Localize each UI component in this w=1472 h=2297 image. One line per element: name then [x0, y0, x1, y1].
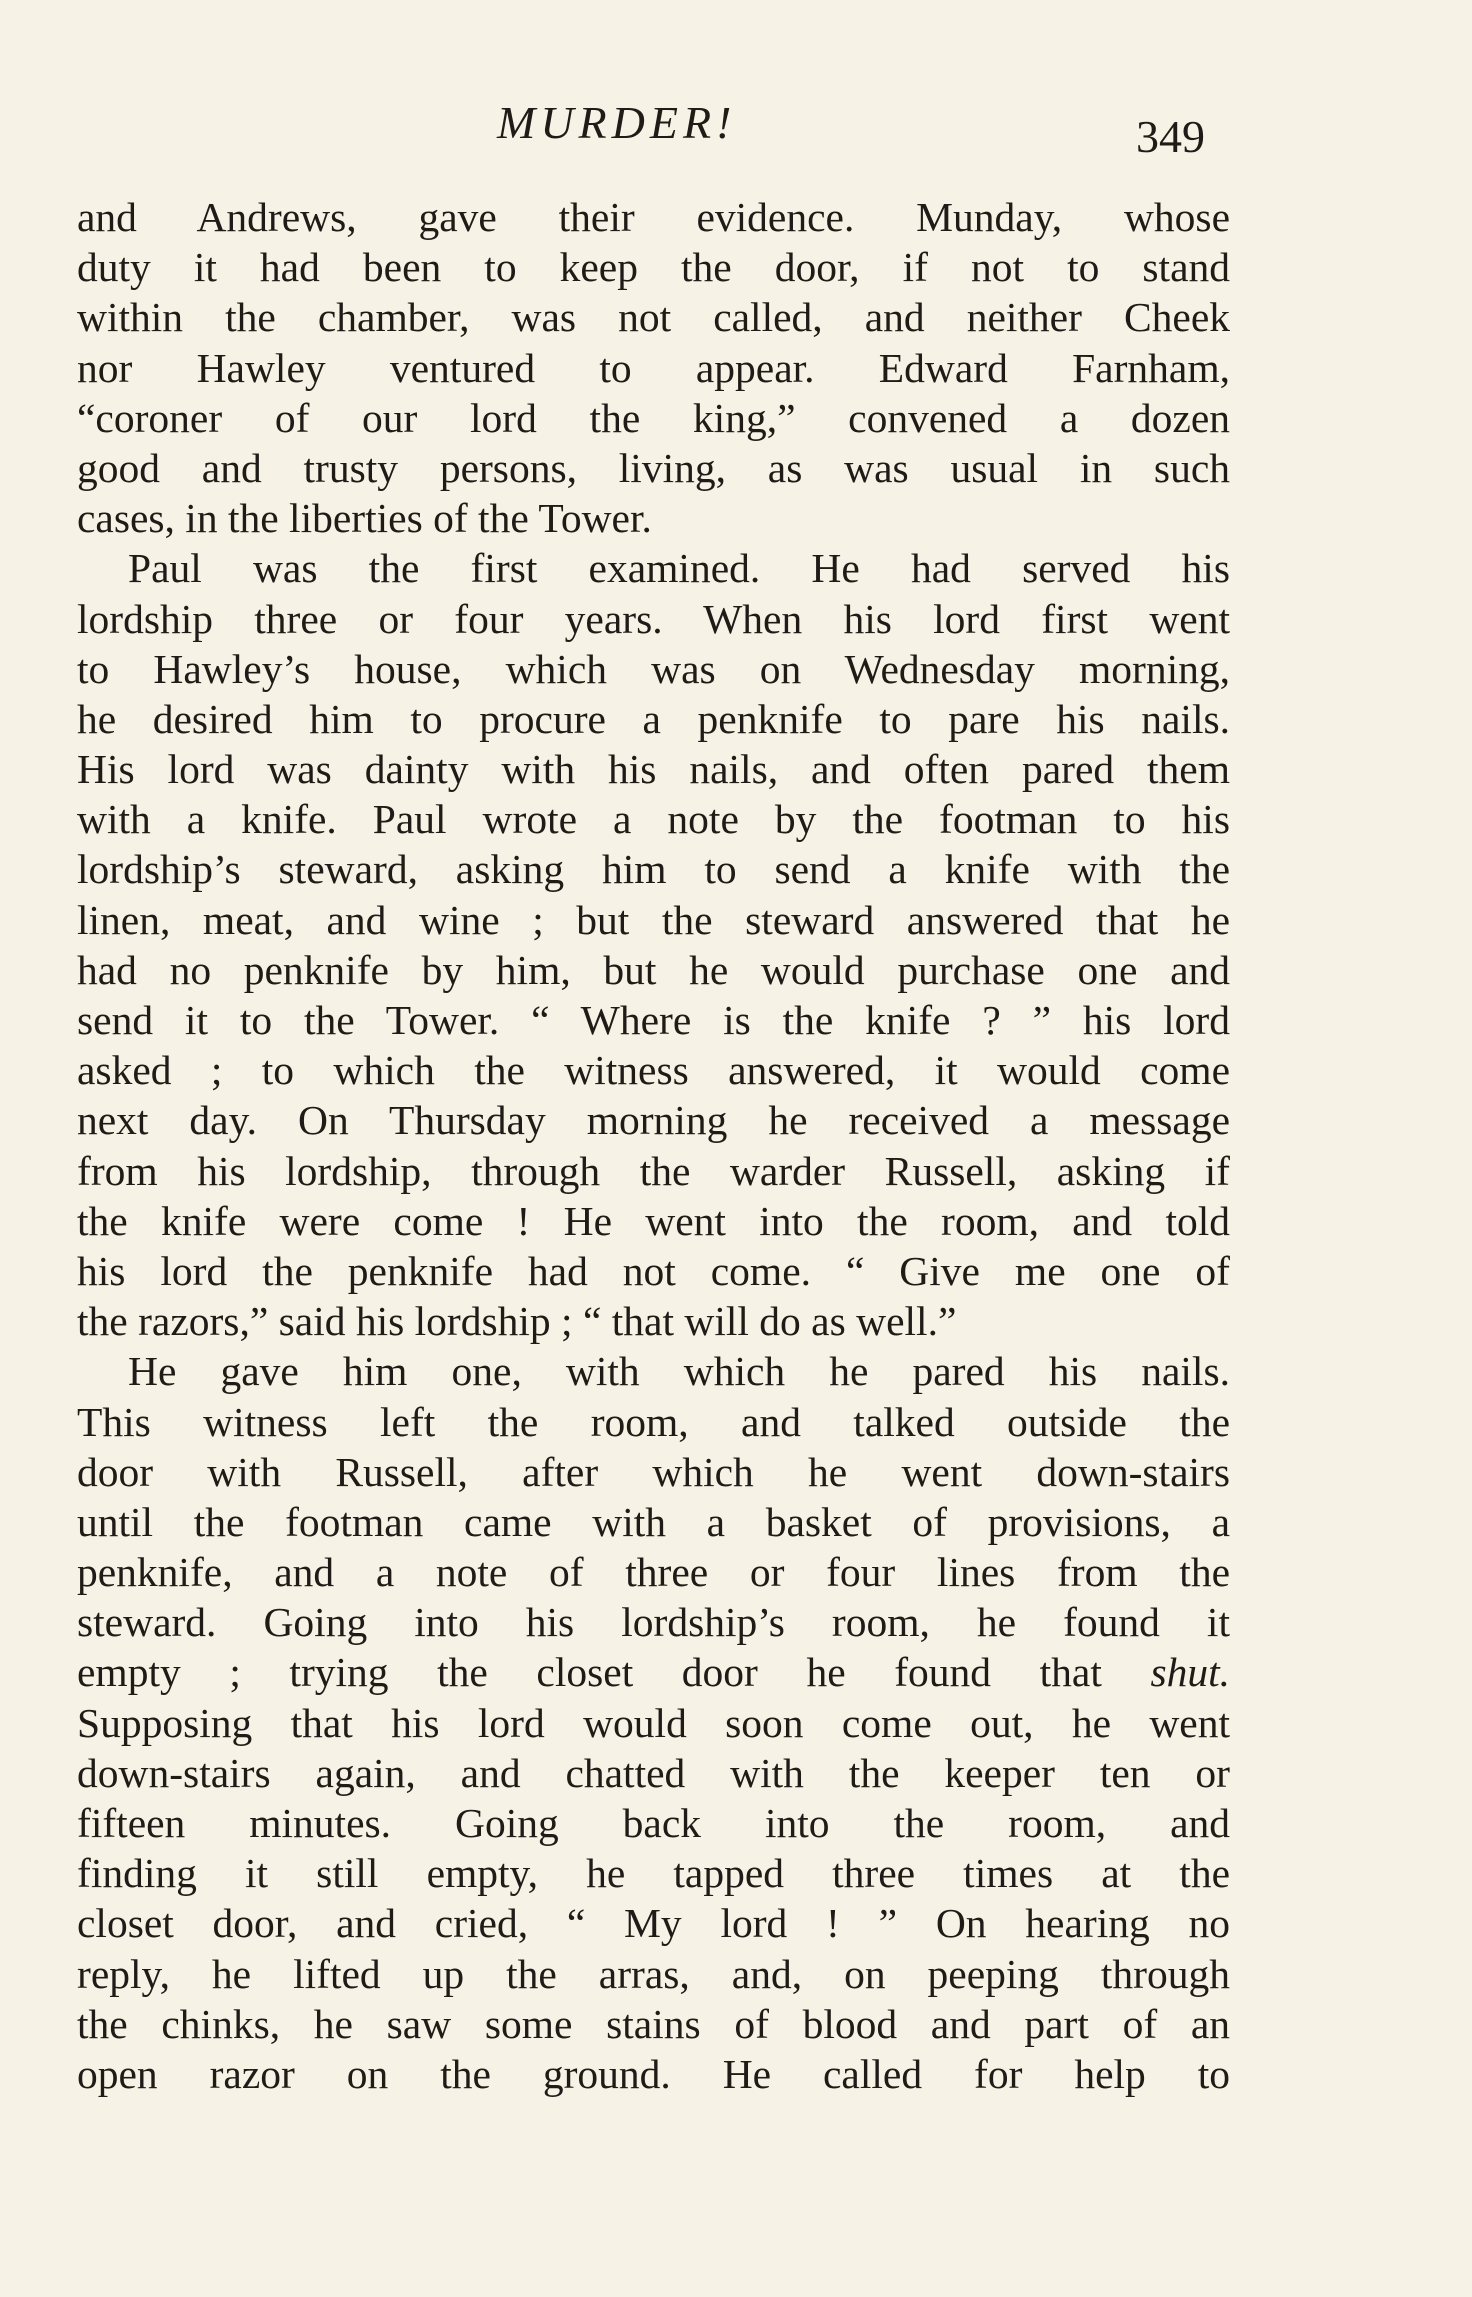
body-text [77, 192, 1230, 2099]
text-line-segment: empty ; trying the closet door he found that [77, 1649, 1102, 1696]
text-line: asked ; to which the witness answered, it would come [77, 1047, 1230, 1094]
running-header [0, 96, 1472, 166]
text-line: within the chamber, was not called, and neither Cheek [77, 294, 1230, 341]
text-line: finding it still empty, he tapped three times at the [77, 1850, 1230, 1897]
text-line: His lord was dainty with his nails, and often pared them [77, 746, 1230, 793]
text-line: This witness left the room, and talked outside the [77, 1398, 1230, 1445]
text-line: reply, he lifted up the arras, and, on peeping through [77, 1950, 1230, 1997]
text-line: the razors,” said his lordship ; “ that will do as well.” [77, 1298, 957, 1345]
text-line: duty it had been to keep the door, if not to stand [77, 244, 1230, 291]
text-line: down-stairs again, and chatted with the keeper ten or [77, 1749, 1230, 1796]
text-line: good and trusty persons, living, as was usual in such [77, 444, 1230, 491]
text-line: door with Russell, after which he went down-stairs [77, 1448, 1230, 1495]
text-line: He gave him one, with which he pared his nails. [128, 1348, 1230, 1395]
text-line: his lord the penknife had not come. “ Give me one of [77, 1247, 1230, 1294]
text-line: Paul was the first examined. He had served his [128, 545, 1230, 592]
text-line: the chinks, he saw some stains of blood and part of an [77, 2000, 1230, 2047]
text-line: and Andrews, gave their evidence. Munday, whose [77, 194, 1230, 240]
text-line: had no penknife by him, but he would purchase one and [77, 946, 1230, 993]
text-line: steward. Going into his lordship’s room, he found it [77, 1599, 1230, 1646]
text-line: Supposing that his lord would soon come out, he went [77, 1699, 1230, 1746]
text-line: open razor on the ground. He called for help to [77, 2050, 1230, 2097]
text-line: next day. On Thursday morning he received a message [77, 1097, 1230, 1144]
text-line: penknife, and a note of three or four lines from the [77, 1549, 1230, 1596]
text-line: “coroner of our lord the king,” convened a dozen [77, 394, 1230, 441]
text-line: send it to the Tower. “ Where is the knife ? ” his lord [77, 997, 1230, 1043]
text-line: lordship’s steward, asking him to send a knife with the [77, 846, 1230, 893]
text-line: until the footman came with a basket of provisions, a [77, 1498, 1230, 1545]
page-number: 349 [1136, 111, 1205, 162]
text-line [77, 1647, 1230, 1697]
text-line: closet door, and cried, “ My lord ! ” On hearing no [77, 1900, 1230, 1947]
text-line: lordship three or four years. When his lord first went [77, 595, 1230, 642]
text-line: with a knife. Paul wrote a note by the footman to his [77, 796, 1230, 843]
text-line: nor Hawley ventured to appear. Edward Farnham, [77, 344, 1230, 391]
text-line: to Hawley’s house, which was on Wednesday morning, [77, 645, 1230, 692]
text-line: fifteen minutes. Going back into the room, and [77, 1800, 1230, 1846]
text-line: from his lordship, through the warder Russell, asking if [77, 1147, 1230, 1194]
italic-word: shut. [1150, 1649, 1231, 1696]
text-line: the knife were come ! He went into the room, and told [77, 1197, 1230, 1244]
running-title: MURDER! [497, 97, 737, 148]
text-line: cases, in the liberties of the Tower. [77, 495, 652, 542]
text-line: linen, meat, and wine ; but the steward answered that he [77, 896, 1230, 943]
text-line: he desired him to procure a penknife to pare his nails. [77, 695, 1230, 742]
